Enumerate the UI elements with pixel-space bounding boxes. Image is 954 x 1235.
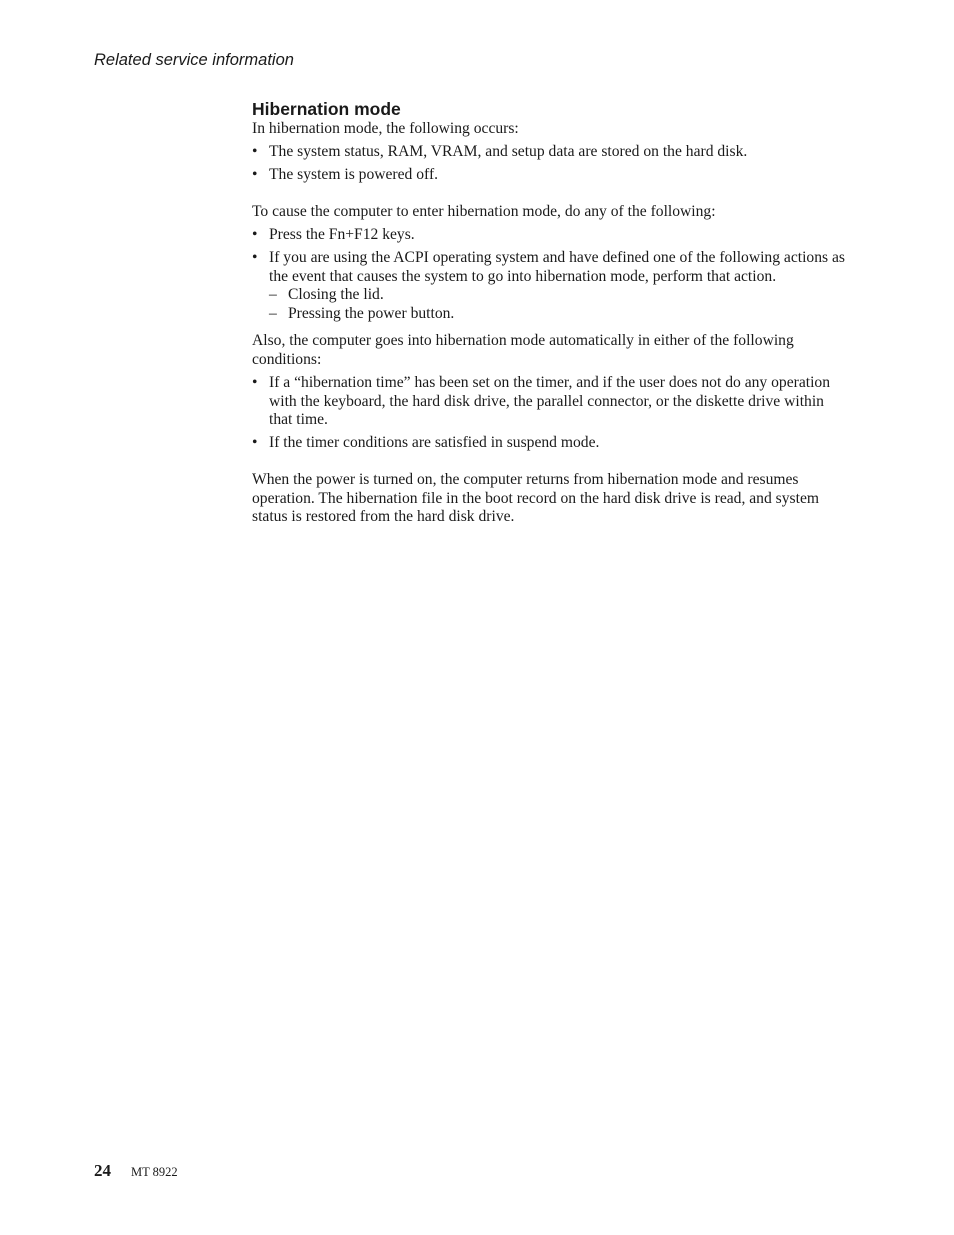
list-item-text: If you are using the ACPI operating system and have defined one of the following actions as the event that causes the system to go into hibernation mode, perform that action. <box>269 248 845 285</box>
auto-conditions-list <box>252 374 848 453</box>
sub-list-item <box>269 305 848 324</box>
intro-paragraph: In hibernation mode, the following occurs: <box>252 120 519 137</box>
bullet-mark: • <box>252 225 258 243</box>
section-title: Hibernation mode <box>252 99 401 119</box>
list-item <box>252 374 848 430</box>
section-hibernation-mode <box>252 98 848 527</box>
bullet-mark: • <box>252 166 258 184</box>
enter-methods-list <box>252 226 848 323</box>
list-item <box>252 166 848 185</box>
page-footer <box>94 1161 178 1181</box>
machine-type: MT 8922 <box>131 1165 178 1179</box>
list-item <box>252 249 848 323</box>
dash-mark: – <box>269 304 277 322</box>
enter-intro-paragraph: To cause the computer to enter hibernation mode, do any of the following: <box>252 202 716 220</box>
auto-intro-paragraph: Also, the computer goes into hibernation mode automatically in either of the following conditions: <box>252 332 794 368</box>
list-item-text: If the timer conditions are satisfied in suspend mode. <box>269 434 600 452</box>
list-item-text: If a “hibernation time” has been set on the timer, and if the user does not do any operation with the keyboard, the hard disk drive, the parallel connector, or the diskette drive within that time. <box>269 374 831 429</box>
occurs-list <box>252 143 848 185</box>
bullet-mark: • <box>252 434 258 452</box>
list-item <box>252 143 848 162</box>
list-item-text: The system status, RAM, VRAM, and setup data are stored on the hard disk. <box>269 143 748 161</box>
list-item <box>252 434 848 453</box>
acpi-actions-list <box>269 286 848 323</box>
resume-paragraph: When the power is turned on, the computer returns from hibernation mode and resumes operation. The hibernation file in the boot record on the hard disk drive is read, and system status is restored from the hard disk drive. <box>252 470 819 526</box>
bullet-mark: • <box>252 248 258 266</box>
dash-mark: – <box>269 286 277 304</box>
bullet-mark: • <box>252 143 258 161</box>
list-item-text: The system is powered off. <box>269 166 439 184</box>
page-number: 24 <box>94 1161 111 1180</box>
sub-list-item-text: Pressing the power button. <box>288 304 455 322</box>
list-item-text: Press the Fn+F12 keys. <box>269 225 415 243</box>
running-head: Related service information <box>94 51 294 69</box>
sub-list-item-text: Closing the lid. <box>288 286 384 304</box>
sub-list-item <box>269 286 848 305</box>
list-item <box>252 226 848 245</box>
bullet-mark: • <box>252 374 258 392</box>
